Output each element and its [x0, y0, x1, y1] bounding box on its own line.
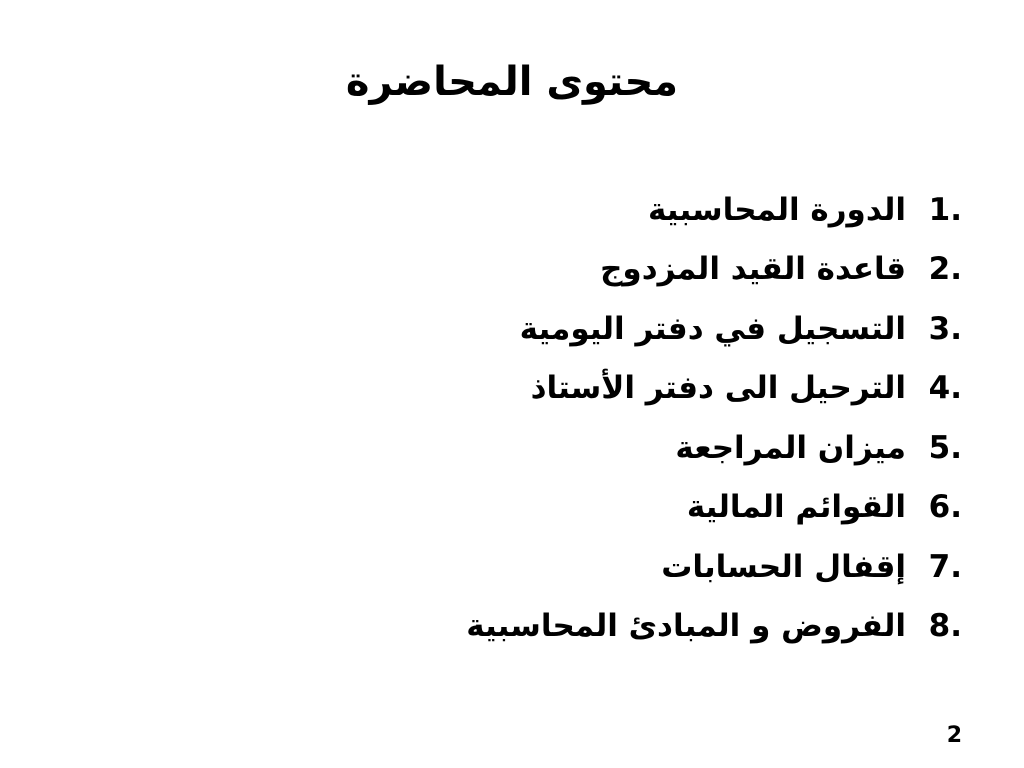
list-item: [466, 537, 962, 597]
list-item-text: الفروض و المبادئ المحاسبية: [466, 608, 906, 645]
list-item-number: 6.: [928, 489, 962, 526]
list-item: [466, 359, 962, 419]
list-item-number: 5.: [928, 429, 962, 466]
list-item-number: 1.: [928, 191, 962, 228]
list-item-number: 3.: [928, 310, 962, 347]
list-item: [466, 180, 962, 240]
list-item-text: قاعدة القيد المزدوج: [600, 251, 906, 288]
list-item-text: القوائم المالية: [686, 489, 906, 526]
agenda-list: [466, 180, 962, 656]
list-item-number: 2.: [928, 251, 962, 288]
list-item-text: ميزان المراجعة: [675, 429, 906, 466]
list-item: [466, 299, 962, 359]
list-item: [466, 418, 962, 478]
list-item-number: 4.: [928, 370, 962, 407]
list-item-number: 8.: [928, 608, 962, 645]
list-item-text: إقفال الحسابات: [661, 548, 906, 585]
list-item-text: الدورة المحاسبية: [647, 191, 906, 228]
list-item-text: الترحيل الى دفتر الأستاذ: [530, 370, 906, 407]
list-item: [466, 478, 962, 538]
slide-title: محتوى المحاضرة: [345, 59, 679, 105]
list-item: [466, 240, 962, 300]
list-item-text: التسجيل في دفتر اليومية: [519, 310, 906, 347]
list-item: [466, 597, 962, 657]
slide-number: 2: [946, 723, 962, 748]
list-item-number: 7.: [928, 548, 962, 585]
